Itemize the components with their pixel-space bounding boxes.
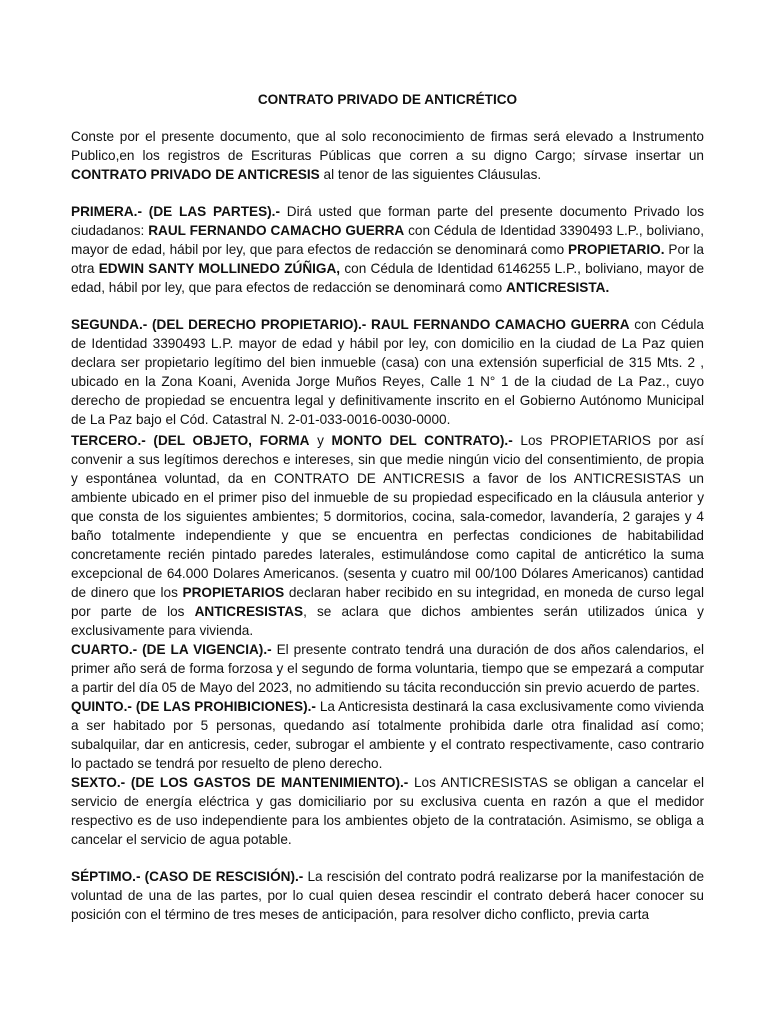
body-text: , se aclara que dichos ambientes serán utilizados única y exclusivamente para vivienda. [71,604,704,638]
bold-text: PROPIETARIOS [182,585,285,600]
body-text: La Anticresista destinará la casa exclusivamente como vivienda a ser habitado por 5 personas, quedando así totalmente prohibida darle otra finalidad así como; subalquilar, dar en anticresis, ceder, subrogar el ambiente y el contrato respectivamente, caso contrario lo pactado se tendrá por resuelto de pleno derecho. [71,699,704,771]
bold-text: ANTICRESISTA. [506,280,610,295]
clause-tercero [71,431,704,640]
body-text: al tenor de las siguientes Cláusulas. [319,167,542,182]
clause-septimo [71,867,704,924]
body-text: Por la otra [71,242,704,276]
clause-primera [71,202,704,297]
document-title: CONTRATO PRIVADO DE ANTICRÉTICO [257,92,518,107]
bold-text: QUINTO.- (DE LAS PROHIBICIONES).- [71,699,316,714]
body-text: El presente contrato tendrá una duración de dos años calendarios, el primer año será de forma forzosa y el segundo de forma voluntaria, tiempo que se empezará a computar a partir del día 05 de Mayo del 2023, no admitiendo su tácita reconducción sin previo acuerdo de partes. [71,642,704,695]
clause-cuarto [71,640,704,697]
bold-text: ANTICRESISTAS [194,604,304,619]
bold-text: SEXTO.- (DE LOS GASTOS DE MANTENIMIENTO).- [71,775,409,790]
bold-text: SÉPTIMO.- (CASO DE RESCISIÓN).- [71,869,304,884]
body-text: La rescisión del contrato podrá realizarse por la manifestación de voluntad de una de las partes, por lo cual quien desea rescindir el contrato deberá hacer conocer su posición con el término de tres meses de anticipación, para resolver dicho conflicto, previa carta [71,869,705,922]
body-text: con Cédula de Identidad 3390493 L.P., boliviano, mayor de edad, hábil por ley, que para efectos de redacción se denominará como [71,223,704,257]
document-body [71,127,704,924]
clause-sexto [71,773,704,849]
body-text: y [309,433,332,448]
bold-text: TERCERO.- (DEL OBJETO, FORMA [71,433,310,448]
bold-text: MONTO DEL CONTRATO).- [331,433,513,448]
clause-quinto [71,697,704,773]
body-text: Dirá usted que forman parte del presente documento Privado los ciudadanos: [71,204,704,238]
bold-text: CUARTO.- (DE LA VIGENCIA).- [71,642,272,657]
body-text: con Cédula de Identidad 3390493 L.P. mayor de edad y hábil por ley, con domicilio en la ciudad de La Paz quien declara ser propietario legítimo del bien inmueble (casa) con una extensión superficial de 315 Mts. 2 , ubicado en la Zona Koani, Avenida Jorge Muños Reyes, Calle 1 N° 1 de la ciudad de La Paz., cuyo derecho de propiedad se encuentra legal y definitivamente inscrito en el Gobierno Autónomo Municipal de La Paz bajo el Cód. Catastral N. 2-01-033-0016-0030-0000. [71,317,704,427]
bold-text: PROPIETARIO. [568,242,665,257]
body-text: Los PROPIETARIOS por así convenir a sus legítimos derechos e intereses, sin que medie ningún vicio del consentimiento, de propia y espontánea voluntad, da en CONTRATO DE ANTICRESIS a favor de los ANTICRESISTAS un ambiente ubicado en el primer piso del inmueble de su propiedad especificado en la cláusula anterior y que consta de los siguientes ambientes; 5 dormitorios, cocina, sala-comedor, lavandería, 2 garajes y 4 baño totalmente independiente y que se encuentra en perfectas condiciones de habitabilidad concretamente recién pintado paredes laterales, estimulándose como capital de anticrético la suma excepcional de 64.000 Dolares Americanos. (sesenta y cuatro mil 00/100 Dólares Americanos) cantidad de dinero que los [71,433,704,600]
body-text: Conste por el presente documento, que al solo reconocimiento de firmas será elevado a Instrumento Publico,en los registros de Escrituras Públicas que corren a su digno Cargo; sírvase insertar un [71,129,704,163]
bold-text: CONTRATO PRIVADO DE ANTICRESIS [71,167,320,182]
body-text: con Cédula de Identidad 6146255 L.P., boliviano, mayor de edad, hábil por ley, que para efectos de redacción se denominará como [71,261,705,295]
bold-text: EDWIN SANTY MOLLINEDO ZÚÑIGA, [98,261,341,276]
body-text: declaran haber recibido en su integridad, en moneda de curso legal por parte de los [71,585,704,619]
clause-segunda [71,315,704,429]
bold-text: PRIMERA.- (DE LAS PARTES).- [71,204,280,219]
body-text: Los ANTICRESISTAS se obligan a cancelar el servicio de energía eléctrica y gas domiciliario por su exclusiva cuenta en razón a que el medidor respectivo es de uso independiente para los ambientes objeto de la contratación. Asimismo, se obliga a cancelar el servicio de agua potable. [71,775,704,847]
bold-text: RAUL FERNANDO CAMACHO GUERRA [148,223,405,238]
bold-text: SEGUNDA.- (DEL DERECHO PROPIETARIO).- RAUL FERNANDO CAMACHO GUERRA [71,317,630,332]
clause-intro [71,127,704,184]
